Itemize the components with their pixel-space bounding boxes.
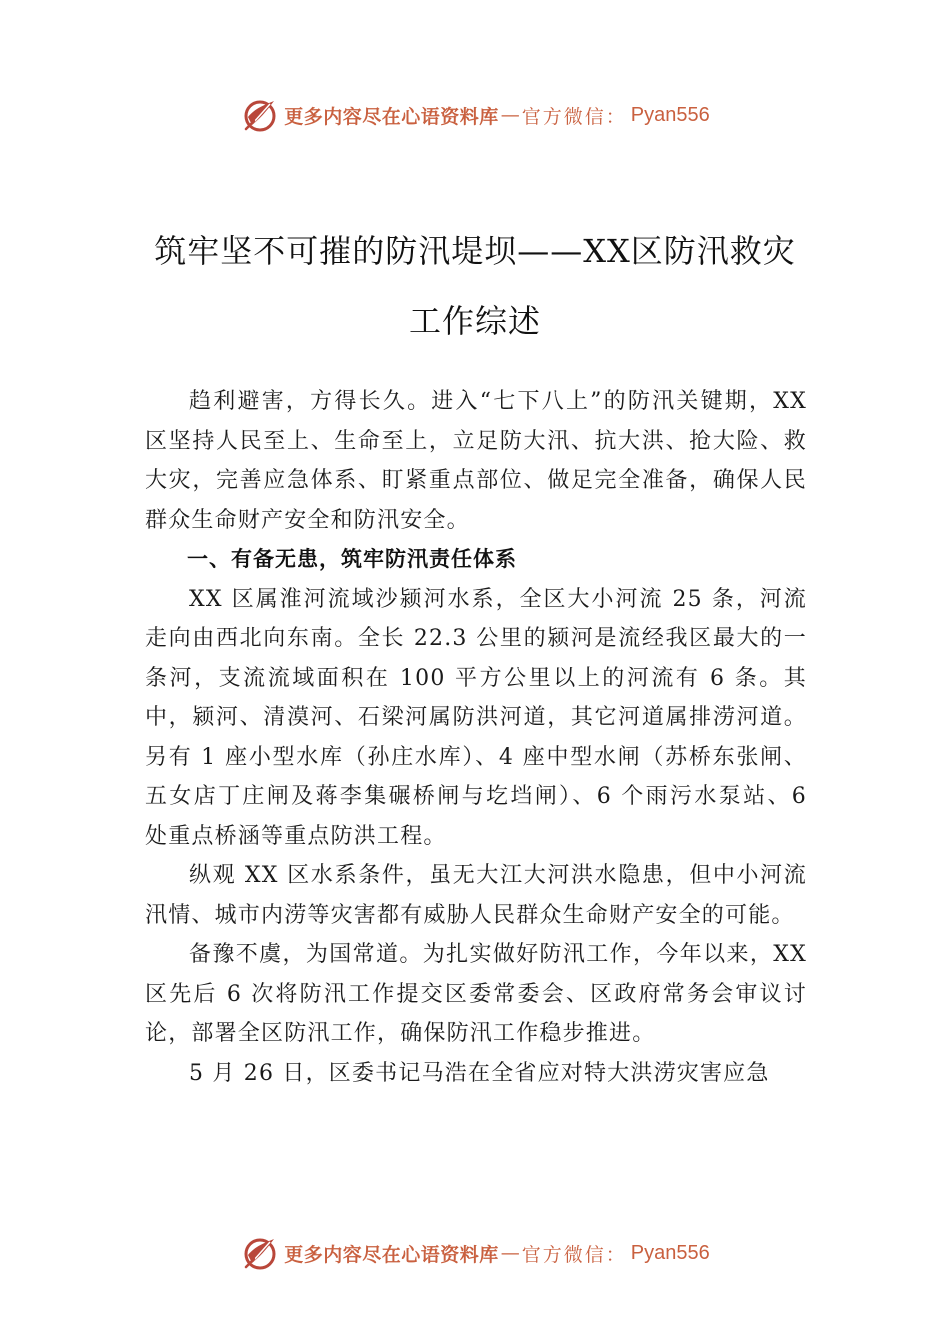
- paragraph-may-26: 5 月 26 日，区委书记马浩在全省应对特大洪涝灾害应急: [189, 1060, 770, 1086]
- banner-label: 官方微信：: [521, 105, 627, 128]
- quill-seal-logo-icon: [240, 95, 280, 135]
- paragraph-intro: 趋利避害，方得长久。进入“七下八上”的防汛关键期，XX 区坚持人民至上、生命至上，立足防大汛、抗大洪、抢大险、救大灾，完善应急体系、盯紧重点部位、做足完全准备，确保人民群众生命财产安全和防汛安全。: [145, 389, 807, 533]
- header-watermark-banner: [0, 93, 950, 137]
- footer-watermark-banner: [0, 1231, 950, 1275]
- banner-account: Pyan556: [630, 1241, 710, 1264]
- banner-text: 更多内容尽在心语资料库: [284, 105, 499, 128]
- banner-separator: —: [500, 1242, 520, 1264]
- paragraph-overview: 纵观 XX 区水系条件，虽无大江大河洪水隐患，但中小河流汛情、城市内涝等灾害都有威胁人民群众生命财产安全的可能。: [145, 863, 807, 928]
- banner-separator: —: [500, 104, 520, 126]
- paragraph-preparation: 备豫不虞，为国常道。为扎实做好防汛工作，今年以来，XX 区先后 6 次将防汛工作提交区委常委会、区政府常务会审议讨论，部署全区防汛工作，确保防汛工作稳步推进。: [145, 942, 807, 1046]
- banner-label: 官方微信：: [521, 1243, 627, 1266]
- document-body: [145, 382, 807, 1093]
- quill-seal-logo-icon: [240, 1233, 280, 1273]
- banner-account: Pyan556: [630, 103, 710, 126]
- paragraph-rivers: XX 区属淮河流域沙颍河水系，全区大小河流 25 条，河流走向由西北向东南。全长 22.3 公里的颍河是流经我区最大的一条河，支流流域面积在 100 平方公里以上的河流有 6 条。其中，颍河、清漠河、石梁河属防洪河道，其它河道属排涝河道。另有 1 座小型水库（孙庄水库）、4 座中型水闸（苏桥东张闸、五女店丁庄闸及蒋李集碾桥闸与圪垱闸）、6 个雨污水泵站、6 处重点桥涵等重点防洪工程。: [145, 586, 807, 849]
- document-title: 筑牢坚不可摧的防汛堤坝——XX区防汛救灾工作综述: [154, 232, 796, 340]
- banner-text: 更多内容尽在心语资料库: [284, 1243, 499, 1266]
- section-heading: 一、有备无患，筑牢防汛责任体系: [187, 547, 517, 571]
